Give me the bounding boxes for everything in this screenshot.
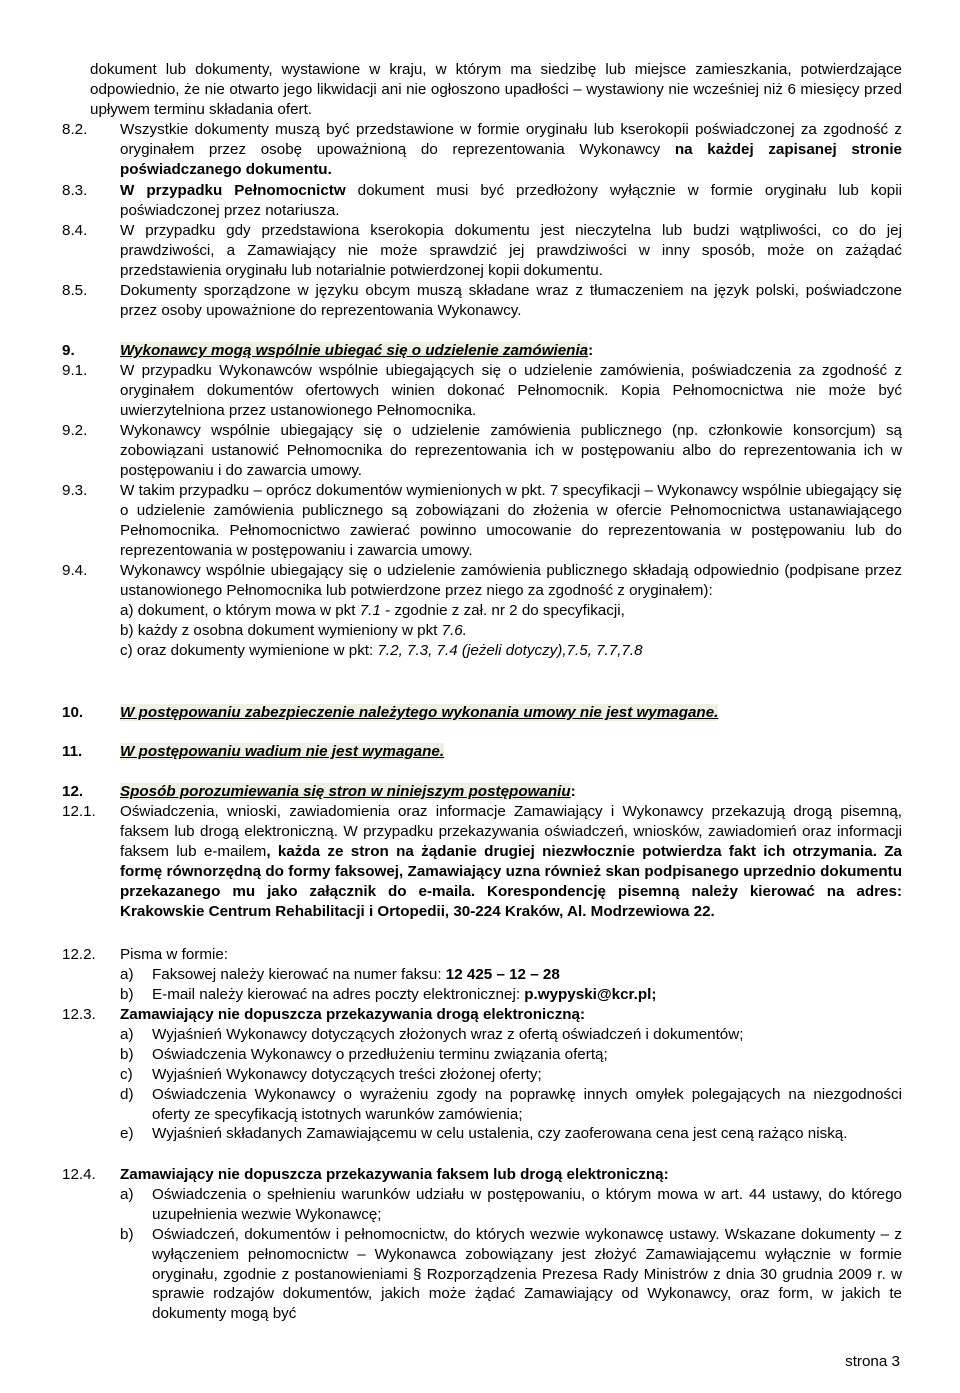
list-item-b — [120, 621, 902, 641]
intro-text: Wykonawcy wspólnie ubiegający się o udzielenie zamówienia publicznego składają odpowiednio (podpisane przez ustanowionego Pełnomocnika lub potwierdzone przez niego za zgodność z oryginałem): — [120, 562, 902, 599]
section-number: 9.3. — [62, 482, 88, 499]
list-item — [120, 1185, 902, 1225]
section-number: 12. — [62, 783, 84, 800]
text-part: a) dokument, o którym mowa w pkt — [120, 601, 360, 619]
list-text: Oświadczeń, dokumentów i pełnomocnictw, do których wezwie wykonawcę ustawy. Wskazane dokumenty – z wyłączeniem pełnomocnictw – Wykonawca zobowiązany jest złożyć Zamawiającemu wyłącznie w formie oryginału, zgodnie z postanowieniami § Rozporządzenia Prezesa Rady Ministrów z dnia 30 grudnia 2009 r. w sprawie rodzajów dokumentów, jakich może żądać Zamawiający od Wykonawcy, oraz form, w jakich te dokumenty mogą być — [152, 1225, 902, 1323]
heading-title: W postępowaniu zabezpieczenie należytego wykonania umowy nie jest wymagane. — [120, 704, 719, 721]
list-item-b — [120, 985, 902, 1005]
list-label: a) — [120, 1185, 134, 1203]
intro-text: Pisma w formie: — [120, 946, 229, 963]
section-text — [120, 120, 902, 180]
heading-colon: : — [588, 342, 594, 359]
section-text: Dokumenty sporządzone w języku obcym muszą składane wraz z tłumaczeniem na język polski, poświadczone przez osoby upoważnione do reprezentowania Wykonawcy. — [120, 282, 902, 319]
text-part: Faksowej należy kierować na numer faksu: — [152, 965, 446, 983]
heading-text — [120, 782, 902, 802]
list-text: Wyjaśnień Wykonawcy dotyczących złożonych wraz z ofertą oświadczeń i dokumentów; — [152, 1025, 744, 1043]
section-text: W przypadku Wykonawców wspólnie ubiegających się o udzielenie zamówienia, poświadczenia za zgodność z oryginałem dokumentów ofertowych winien dokonać Pełnomocnik. Kopia Pełnomocnictwa nie może być uwierzytelniona przez ustanowionego Pełnomocnika. — [120, 362, 902, 419]
text-part: Wszystkie dokumenty muszą być przedstawione w formie oryginału lub kserokopii poświadczonej za zgodność z oryginałem przez osobę upoważnioną do reprezentowania Wykonawcy — [120, 121, 902, 158]
italic-text: 7.1 — [359, 601, 381, 619]
section-number: 8.2. — [62, 121, 88, 138]
section-text — [120, 802, 902, 921]
email-address: p.wypyski@kcr.pl; — [524, 985, 657, 1003]
text-part: E-mail należy kierować na adres poczty elektronicznej: — [152, 985, 525, 1003]
list-item-a — [120, 601, 902, 621]
list-text: Oświadczenia o spełnieniu warunków udziału w postępowaniu, o którym mowa w art. 44 ustawy, do którego uzupełnienia wezwie Wykonawcę; — [152, 1185, 902, 1223]
section-text — [120, 1005, 902, 1144]
list-item — [120, 1025, 902, 1045]
bold-text: , każda ze stron na żądanie drugiej niezwłocznie potwierdza fakt ich otrzymania. Za formę równorzędną do formy faksowej, Zamawiający uzna również skan podpisanego uprzednio dokumentu przekazanego mu jako załącznik do e-maila. — [120, 842, 902, 900]
list-item-c — [120, 641, 902, 661]
section-number: 10. — [62, 704, 84, 721]
list-item — [120, 1065, 902, 1085]
section-number: 9.2. — [62, 422, 88, 439]
list-label: c) — [120, 1065, 133, 1083]
heading-colon: : — [570, 783, 576, 800]
section-text — [120, 945, 902, 1005]
section-number: 12.3. — [62, 1006, 96, 1023]
address-text: Korespondencję pisemną należy kierować na adres: Krakowskie Centrum Rehabilitacji i Ortopedii, 30-224 Kraków, Al. Modrzewiowa 22. — [120, 882, 902, 920]
list-label: e) — [120, 1125, 134, 1143]
list-label: b) — [120, 985, 134, 1003]
list-label: a) — [120, 1025, 134, 1043]
subsection-title: Zamawiający nie dopuszcza przekazywania drogą elektroniczną: — [120, 1006, 586, 1023]
lead-paragraph: dokument lub dokumenty, wystawione w kraju, w którym ma siedzibę lub miejsce zamieszkania, potwierdzające odpowiednio, że nie otwarto jego likwidacji ani nie ogłoszono upadłości – wystawiony nie wcześniej niż 6 miesięcy przed upływem terminu składania ofert. — [90, 61, 902, 118]
section-text — [120, 1165, 902, 1324]
section-number: 8.5. — [62, 282, 88, 299]
bold-text: na każdej zapisanej stronie poświadczanego dokumentu. — [120, 140, 902, 178]
list-text: Wyjaśnień składanych Zamawiającemu w celu ustalenia, czy zaoferowana cena jest ceną rażąco niską. — [152, 1125, 848, 1143]
section-number: 9.4. — [62, 562, 88, 579]
section-number: 12.1. — [62, 803, 96, 820]
heading-text — [120, 742, 902, 762]
section-number: 11. — [62, 743, 83, 760]
section-number: 12.4. — [62, 1166, 96, 1183]
list-label: a) — [120, 965, 134, 983]
section-number: 8.4. — [62, 222, 88, 239]
text-part: b) każdy z osobna dokument wymieniony w pkt — [120, 621, 442, 639]
list-text: Wyjaśnień Wykonawcy dotyczących treści złożonej oferty; — [152, 1065, 542, 1083]
italic-text: 7.6. — [441, 621, 467, 639]
text-part: - zgodnie z zał. nr 2 do specyfikacji, — [380, 601, 625, 619]
text-part: dokument musi być przedłożony wyłącznie w formie oryginału lub kopii poświadczonej przez notariusza. — [120, 182, 903, 219]
fax-number: 12 425 – 12 – 28 — [445, 965, 560, 983]
list-item — [120, 1085, 902, 1125]
section-number: 8.3. — [62, 182, 88, 199]
heading-title: W postępowaniu wadium nie jest wymagane. — [120, 743, 445, 760]
section-text — [120, 561, 902, 661]
list-item — [120, 1225, 902, 1325]
section-number: 12.2. — [62, 946, 96, 963]
heading-title: Sposób porozumiewania się stron w niniejszym postępowaniu — [120, 783, 571, 800]
bold-text: W przypadku Pełnomocnictw — [120, 182, 346, 199]
italic-text: 7.2, 7.3, 7.4 (jeżeli dotyczy),7.5, 7.7,7.8 — [377, 641, 643, 659]
section-text: Wykonawcy wspólnie ubiegający się o udzielenie zamówienia publicznego (np. członkowie konsorcjum) są zobowiązani ustanowić Pełnomocnika do reprezentowania ich w postępowaniu albo do reprezentowania ich w postępowaniu i do zawarcia umowy. — [120, 422, 902, 479]
page-number: strona 3 — [845, 1353, 900, 1370]
list-item-a — [120, 965, 902, 985]
section-text: W takim przypadku – oprócz dokumentów wymienionych w pkt. 7 specyfikacji – Wykonawcy wspólnie ubiegający się o udzielenie zamówienia publicznego są zobowiązani do złożenia w ofercie Pełnomocnictwa ustanawiającego Pełnomocnika. Pełnomocnictwo zawierać powinno umocowanie do reprezentowania w postępowaniu lub do reprezentowania w postępowaniu i zawarcia umowy. — [120, 482, 902, 559]
heading-title: Wykonawcy mogą wspólnie ubiegać się o udzielenie zamówienia — [120, 342, 589, 359]
text-part: c) oraz dokumenty wymienione w pkt: — [120, 641, 378, 659]
text-part: Oświadczenia, wnioski, zawiadomienia oraz informacje Zamawiający i Wykonawcy przekazują drogą pisemną, faksem lub drogą elektroniczną. W przypadku przekazywania oświadczeń, wniosków, zawiadomień oraz informacji faksem lub e-mailem — [120, 803, 902, 860]
list-item — [120, 1124, 902, 1144]
list-item — [120, 1045, 902, 1065]
section-text: W przypadku gdy przedstawiona kserokopia dokumentu jest nieczytelna lub budzi wątpliwości, co do jej prawdziwości, a Zamawiający nie może sprawdzić jej prawdziwości w inny sposób, może on zażądać przedstawienia oryginału lub notarialnie potwierdzonej kopii dokumentu. — [120, 222, 902, 279]
heading-text — [120, 341, 902, 361]
section-number: 9. — [62, 342, 75, 359]
section-text — [120, 181, 902, 221]
list-label: b) — [120, 1225, 134, 1243]
list-label: d) — [120, 1085, 134, 1103]
subsection-title: Zamawiający nie dopuszcza przekazywania faksem lub drogą elektroniczną: — [120, 1166, 669, 1183]
list-text: Oświadczenia Wykonawcy o wyrażeniu zgody na poprawkę innych omyłek polegających na niezgodności oferty ze specyfikacją istotnych warunków zamówienia; — [152, 1085, 902, 1123]
list-label: b) — [120, 1045, 134, 1063]
heading-text — [120, 703, 902, 723]
list-text: Oświadczenia Wykonawcy o przedłużeniu terminu związania ofertą; — [152, 1045, 608, 1063]
section-number: 9.1. — [62, 362, 88, 379]
